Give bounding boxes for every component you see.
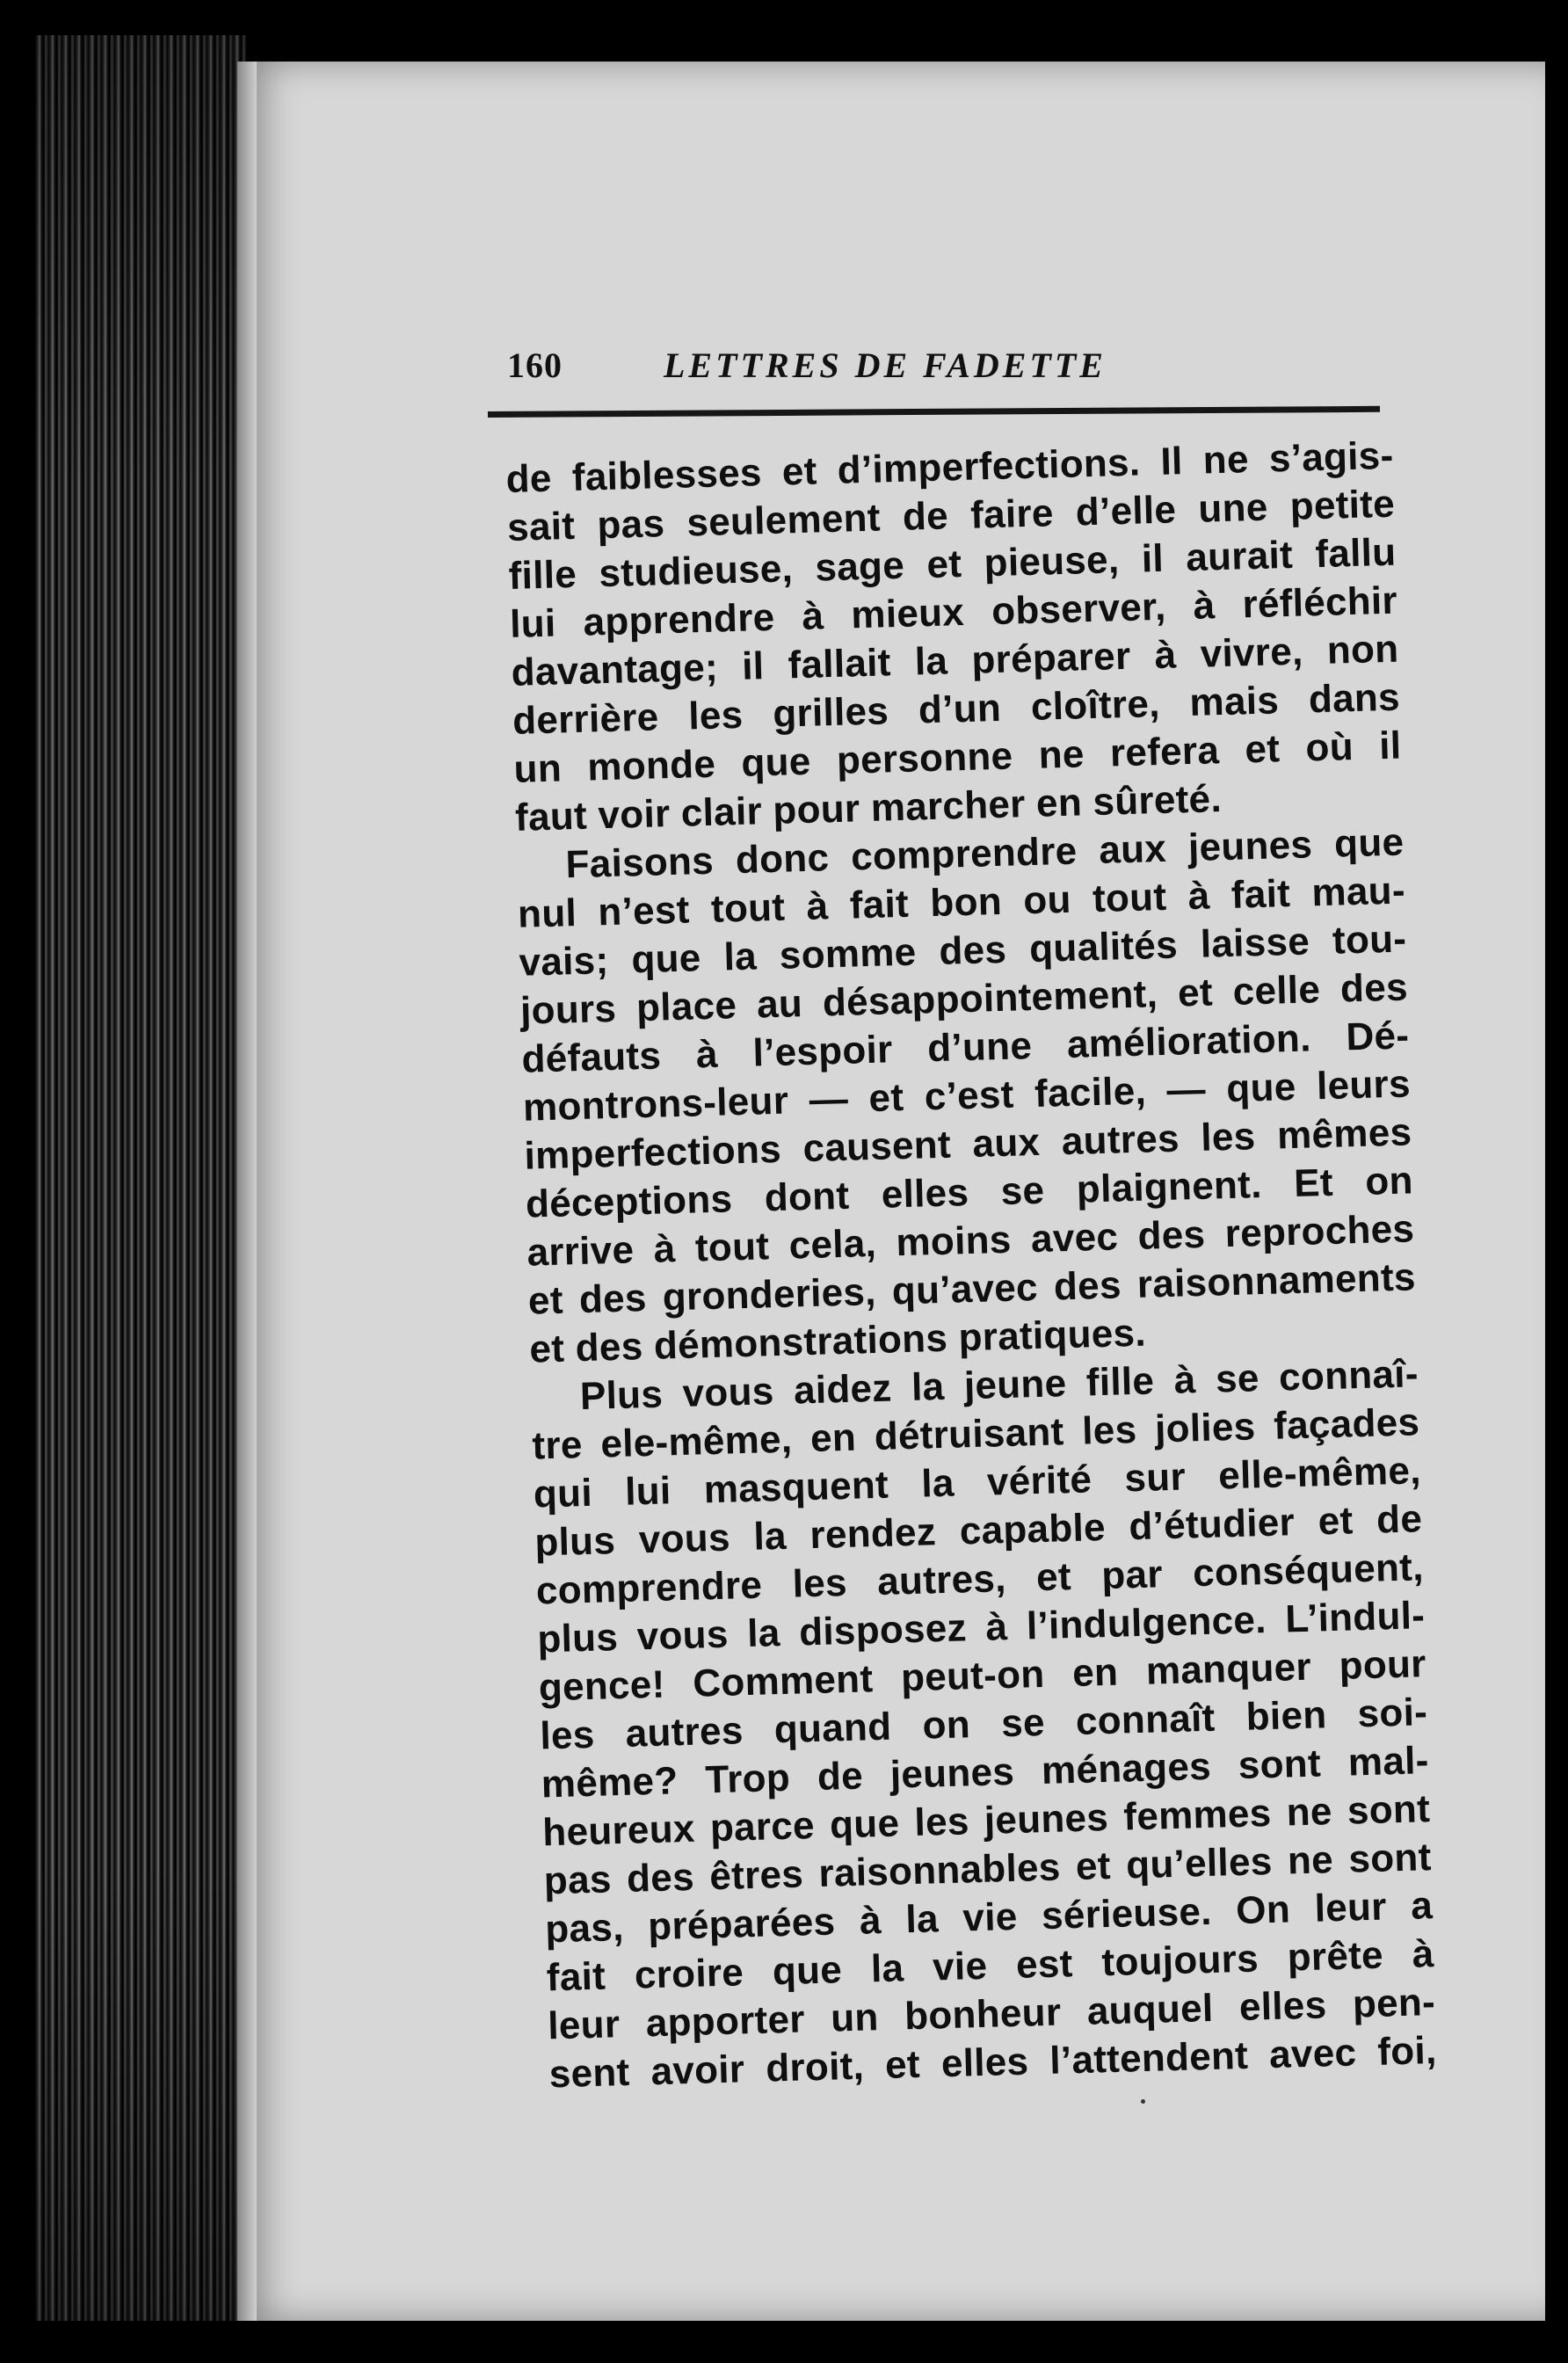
body-text xyxy=(505,432,1437,2099)
text-line: comprendre les autres, et par conséquent, xyxy=(535,1545,1425,1613)
text-line: Faisons donc comprendre aux jeunes que xyxy=(564,820,1405,887)
text-line: fille studieuse, sage et pieuse, il aurait fallu xyxy=(508,530,1397,598)
text-line: jours place au désappointement, et celle des xyxy=(519,965,1409,1033)
text-line: déceptions dont elles se plaignent. Et on xyxy=(525,1159,1414,1226)
text-line: plus vous la rendez capable d’étudier et de xyxy=(534,1497,1423,1565)
running-head xyxy=(488,345,1393,397)
paper-speck xyxy=(1141,2099,1145,2104)
text-line: les autres quand on se connaît bien soi- xyxy=(539,1690,1428,1758)
text-line: Plus vous aidez la jeune fille à se connaî- xyxy=(579,1352,1419,1419)
text-line: faut voir clair pour marcher en sûreté. xyxy=(514,777,1223,840)
text-line: pas, préparées à la vie sérieuse. On leur a xyxy=(544,1884,1434,1952)
spine-shadow xyxy=(35,35,246,2321)
text-line: davantage; il fallait la préparer à vivre, non xyxy=(511,627,1399,694)
text-line: lui apprendre à mieux observer, à réfléchir xyxy=(509,578,1398,646)
text-line: heureux parce que les jeunes femmes ne sont xyxy=(541,1787,1431,1855)
text-line: et des gronderies, qu’avec des raisonnaments xyxy=(527,1255,1417,1323)
text-line: imperfections causent aux autres les mêmes xyxy=(523,1110,1412,1178)
text-line: même? Trop de jeunes ménages sont mal- xyxy=(541,1739,1430,1807)
page-gutter xyxy=(237,62,257,2321)
text-line: qui lui masquent la vérité sur elle-même, xyxy=(533,1449,1422,1516)
text-line: tre ele-même, en détruisant les jolies façades xyxy=(531,1400,1420,1468)
running-title: LETTRES DE FADETTE xyxy=(664,345,1107,385)
text-line: de faiblesses et d’imperfections. Il ne s’agis- xyxy=(505,433,1395,501)
text-line: et des démonstrations pratiques. xyxy=(528,1311,1147,1371)
text-line: vais; que la somme des qualités laisse tou- xyxy=(518,917,1407,985)
text-line: leur apporter un bonheur auquel elles pen- xyxy=(547,1981,1436,2048)
text-line: arrive à tout cela, moins avec des reproches xyxy=(526,1207,1415,1275)
text-line: sait pas seulement de faire d’elle une petite xyxy=(506,482,1396,549)
page-number: 160 xyxy=(507,345,563,385)
text-line: plus vous la disposez à l’indulgence. L’indul- xyxy=(536,1594,1426,1661)
text-line: fait croire que la vie est toujours prête à xyxy=(546,1932,1435,2000)
text-line: derrière les grilles d’un cloître, mais dans xyxy=(512,675,1401,743)
text-line: un monde que personne ne refera et où il xyxy=(513,723,1402,791)
text-line: gence! Comment peut-on en manquer pour xyxy=(538,1642,1427,1710)
text-line: sent avoir droit, et elles l’attendent avec foi, xyxy=(548,2029,1438,2097)
text-line: nul n’est tout à fait bon ou tout à fait mau- xyxy=(517,869,1406,936)
text-line: montrons-leur — et c’est facile, — que leurs xyxy=(522,1062,1412,1130)
text-line: défauts à l’espoir d’une amélioration. Dé- xyxy=(520,1014,1410,1081)
text-line: pas des êtres raisonnables et qu’elles ne sont xyxy=(543,1836,1433,1903)
